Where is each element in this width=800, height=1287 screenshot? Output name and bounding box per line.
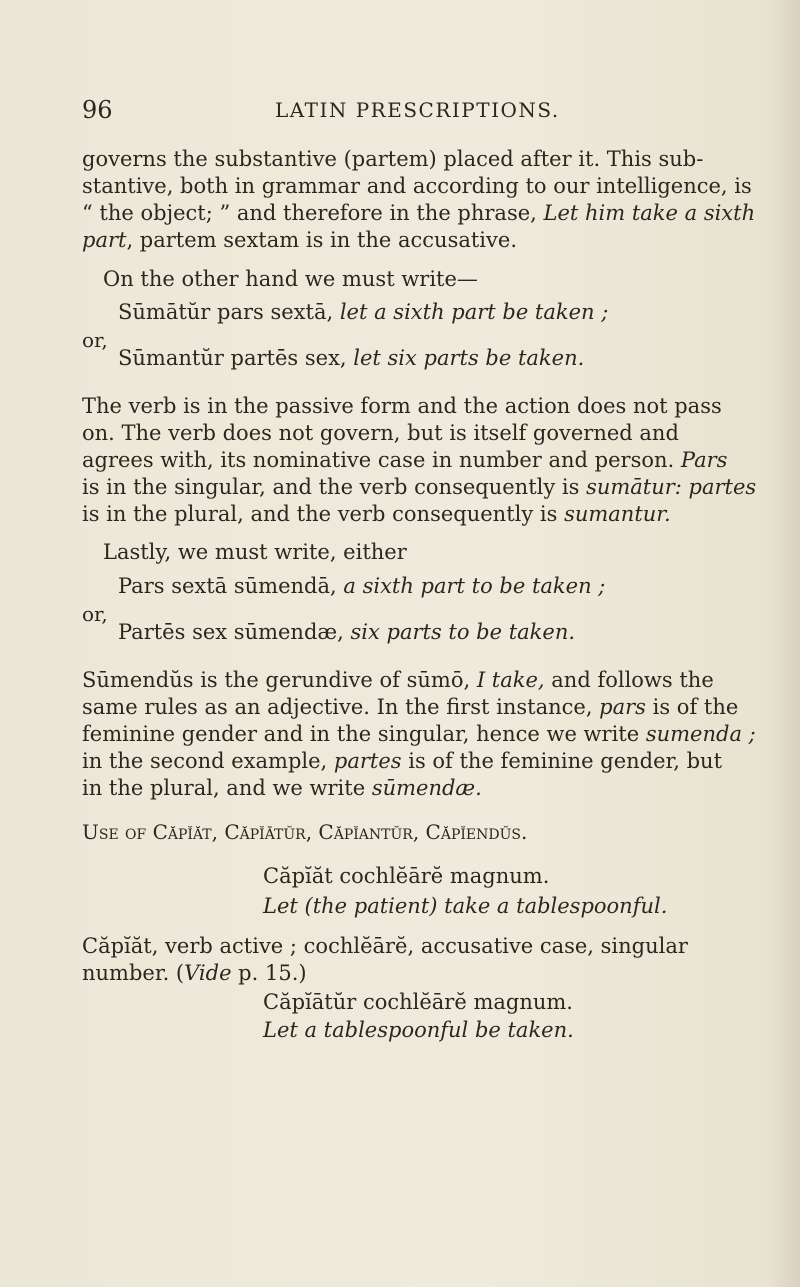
or-label: or, (82, 328, 108, 352)
latin-example: Căpĭātŭr cochlĕārĕ magnum. (263, 990, 573, 1014)
text-line: Sūmendŭs is the gerundive of sūmō, I take, and follows the (82, 668, 714, 692)
text-line: governs the substantive (partem) placed after it. This sub- (82, 147, 704, 171)
text-line: same rules as an adjective. In the first instance, pars is of the (82, 695, 739, 719)
text-line: stantive, both in grammar and according to our intelligence, is (82, 174, 752, 198)
latin-example: Căpĭăt cochlĕārĕ magnum. (263, 864, 550, 888)
text-line: Căpĭăt, verb active ; cochlĕārĕ, accusative case, singular (82, 934, 688, 958)
text-line: feminine gender and in the singular, hence we write sumenda ; (82, 722, 756, 746)
text-line: in the plural, and we write sūmendæ. (82, 776, 482, 800)
latin-example: Sūmantŭr partēs sex, let six parts be taken. (118, 346, 585, 370)
text-line: is in the plural, and the verb consequently is sumantur. (82, 502, 671, 526)
text-line: is in the singular, and the verb consequently is sumātur: partes (82, 475, 757, 499)
text-line: The verb is in the passive form and the action does not pass (82, 394, 722, 418)
or-label: or, (82, 602, 108, 626)
text-line: Lastly, we must write, either (103, 540, 407, 564)
running-head: LATIN PRESCRIPTIONS. (275, 98, 560, 122)
text-line: “ the object; ” and therefore in the phrase, Let him take a sixth (82, 201, 756, 225)
text-line: part, partem sextam is in the accusative. (82, 228, 517, 252)
page-number: 96 (82, 96, 113, 124)
latin-example: Sūmātŭr pars sextā, let a sixth part be taken ; (118, 300, 609, 324)
text-line: on. The verb does not govern, but is itself governed and (82, 421, 679, 445)
text-line: agrees with, its nominative case in number and person. Pars (82, 448, 728, 472)
latin-example: Partēs sex sūmendæ, six parts to be taken. (118, 620, 576, 644)
translation: Let a tablespoonful be taken. (263, 1018, 574, 1042)
section-heading: Use of Căpĭăt, Căpĭātŭr, Căpĭantŭr, Căpĭendŭs. (82, 820, 528, 844)
text-line: in the second example, partes is of the feminine gender, but (82, 749, 723, 773)
text-line: On the other hand we must write— (103, 267, 478, 291)
latin-example: Pars sextā sūmendā, a sixth part to be taken ; (118, 574, 606, 598)
text-line: number. (Vide p. 15.) (82, 961, 307, 985)
translation: Let (the patient) take a tablespoonful. (263, 894, 668, 918)
